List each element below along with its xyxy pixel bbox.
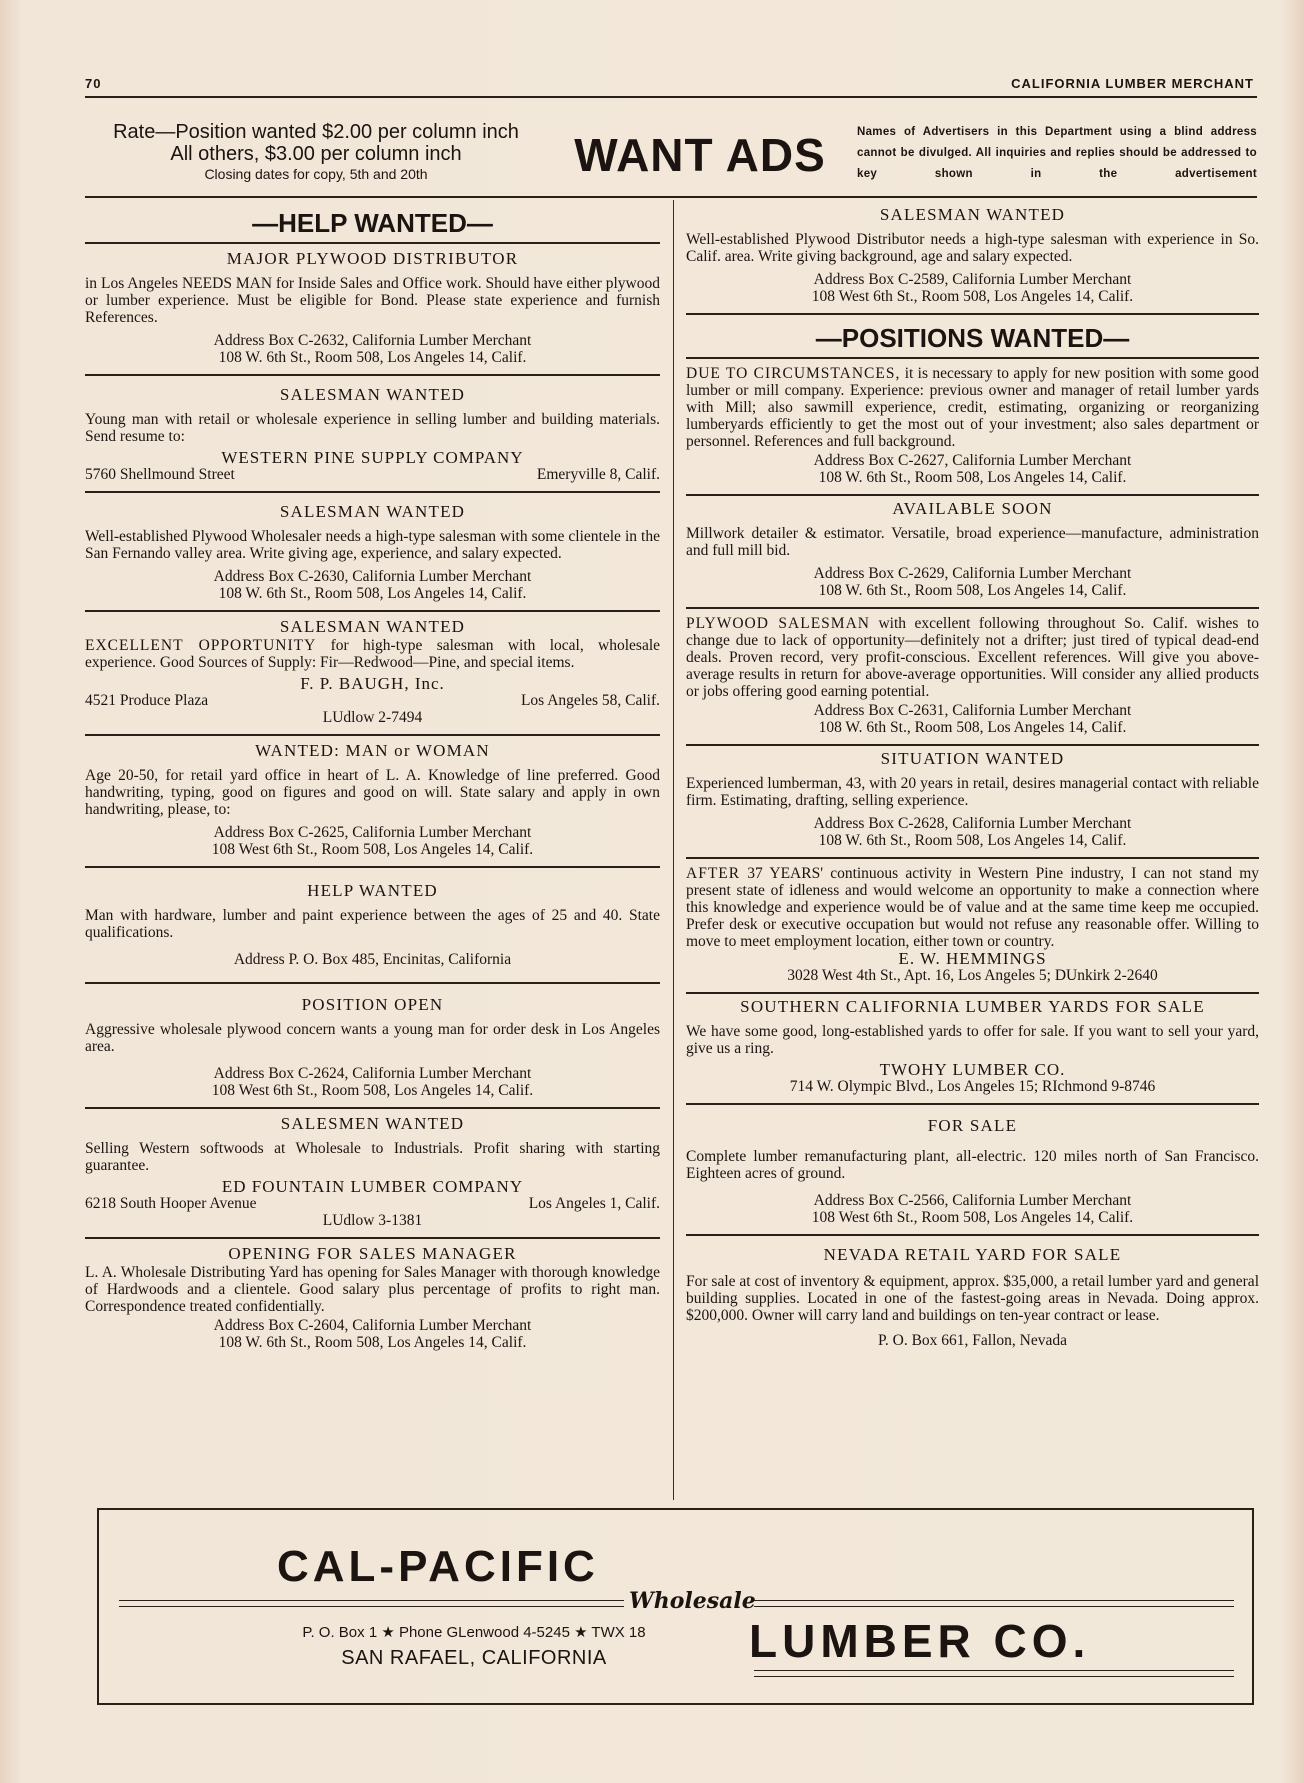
section-positions-wanted: —POSITIONS WANTED—: [815, 323, 1130, 353]
firm-name: WESTERN PINE SUPPLY COMPANY: [221, 448, 524, 467]
ad-body: For sale at cost of inventory & equipment, approx. $35,000, a retail lumber yard and general building supplies. Located in one of the fastest-going areas in Nevada. Doing approx. $200,000. Owner will carry land and buildings on ten-year contract or lease.: [686, 1273, 1259, 1324]
divider: [85, 1107, 660, 1109]
city: Emeryville 8, Calif.: [536, 466, 660, 483]
address-line: Address Box C-2566, California Lumber Merchant: [813, 1192, 1132, 1209]
address-line: 108 West 6th St., Room 508, Los Angeles 14, Calif.: [811, 1209, 1134, 1226]
address-line: 108 W. 6th St., Room 508, Los Angeles 14, Calif.: [818, 582, 1127, 599]
ad-body-text: it is necessary to apply for new position with some good lumber or mill company. Experience: previous owner and manager of retail lumber yards with Mill; also sawmill experience, credit, estimating, organizing or reorganizing lumberyards efficiently to get the most out of your investment; also sales department or personnel. References and full background.: [686, 365, 1259, 450]
divider: [686, 992, 1259, 994]
ad-body: Selling Western softwoods at Wholesale to Industrials. Profit sharing with starting guarantee.: [85, 1140, 660, 1174]
cal-pacific-banner: [97, 1510, 1254, 1703]
banner-contact: P. O. Box 1 ★ Phone GLenwood 4-5245 ★ TWX 18: [302, 1624, 646, 1641]
firm-name: TWOHY LUMBER CO.: [879, 1060, 1066, 1079]
ad-address: [686, 271, 1259, 305]
divider: [85, 610, 660, 612]
divider: [686, 494, 1259, 496]
ad-plywood-wholesaler: [85, 503, 660, 612]
ad-body-text: 37 YEARS' continuous activity in Western Pine industry, I can not stand my present state of idleness and would welcome an opportunity to make a connection where this knowledge and experience would be of value and at the same time keep me occupied. Prefer desk or executive occupation but would not refuse any reasonable offer. Willing to move to meet employment location, either town or country.: [686, 865, 1259, 950]
ad-address: [686, 1192, 1259, 1226]
address-line: Address Box C-2628, California Lumber Merchant: [813, 815, 1132, 832]
ad-plywood-distributor: [686, 206, 1259, 315]
divider: [686, 357, 1259, 359]
address-line: 108 West 6th St., Room 508, Los Angeles 14, Calif.: [211, 841, 534, 858]
firm-address: [85, 692, 660, 709]
ad-lead: DUE TO CIRCUMSTANCES,: [686, 365, 901, 382]
divider: [686, 857, 1259, 859]
ad-body: Well-established Plywood Wholesaler needs a high-type salesman with some clientele in the San Fernando valley area. Write giving age, experience, and salary expected.: [85, 528, 660, 562]
ad-for-sale: [686, 1117, 1259, 1236]
ad-body: [686, 865, 1259, 950]
ad-due-to-circumstances: [686, 365, 1259, 496]
ad-address: [686, 815, 1259, 849]
ad-address: [686, 565, 1259, 599]
firm-name: ED FOUNTAIN LUMBER COMPANY: [221, 1177, 524, 1196]
address-line: Address Box C-2627, California Lumber Merchant: [813, 452, 1132, 469]
ad-title: HELP WANTED: [307, 881, 438, 900]
ad-body: Experienced lumberman, 43, with 20 years in retail, desires managerial contact with reliable firm. Estimating, drafting, selling experience.: [686, 775, 1259, 809]
ad-available-soon: [686, 500, 1259, 609]
divider: [686, 1234, 1259, 1236]
page-number: 70: [85, 76, 102, 91]
ad-title: WANTED: MAN or WOMAN: [255, 741, 490, 760]
divider: [686, 1103, 1259, 1105]
page-title: WANT ADS: [574, 129, 826, 181]
ad-body: Complete lumber remanufacturing plant, all-electric. 120 miles north of San Francisco. Eighteen acres of ground.: [686, 1148, 1259, 1182]
address-line: Address Box C-2632, California Lumber Merchant: [213, 332, 532, 349]
address-line: Address Box C-2589, California Lumber Merchant: [813, 271, 1132, 288]
ad-ed-fountain: [85, 1115, 660, 1239]
left-column: [85, 200, 660, 1351]
ad-hemmings: [686, 865, 1259, 994]
ad-address: [85, 332, 660, 366]
banner-name: CAL-PACIFIC: [277, 1542, 599, 1591]
divider: [686, 744, 1259, 746]
address-line: Address Box C-2629, California Lumber Merchant: [813, 565, 1132, 582]
divider: [85, 982, 660, 984]
ad-body: We have some good, long-established yards to offer for sale. If you want to sell your yard, give us a ring.: [686, 1023, 1259, 1057]
ad-body-text: for high-type salesman with local, wholesale experience. Good Sources of Supply: Fir—Redwood—Pine, and special items.: [85, 637, 661, 671]
section-help-wanted: —HELP WANTED—: [252, 208, 493, 238]
ad-address: Address P. O. Box 485, Encinitas, California: [233, 951, 512, 968]
banner-rule: [119, 1600, 624, 1607]
ad-position-open: [85, 996, 660, 1109]
ad-address: [85, 1317, 660, 1351]
ad-sales-manager: [85, 1245, 660, 1351]
ad-situation-wanted: [686, 750, 1259, 859]
firm-address: 714 W. Olympic Blvd., Los Angeles 15; RIchmond 9-8746: [789, 1078, 1156, 1095]
ad-lead: AFTER: [686, 865, 741, 882]
address-line: 108 West 6th St., Room 508, Los Angeles 14, Calif.: [811, 288, 1134, 305]
firm-name: F. P. BAUGH, Inc.: [300, 674, 445, 693]
banner-bottom-rule: [97, 1703, 1254, 1705]
ad-title: POSITION OPEN: [301, 995, 444, 1014]
ad-southern-california-yards: [686, 998, 1259, 1105]
street: 5760 Shellmound Street: [85, 466, 235, 483]
address-line: Address Box C-2630, California Lumber Merchant: [213, 568, 532, 585]
ad-body: [686, 365, 1259, 450]
ad-western-pine: [85, 386, 660, 493]
divider: [686, 313, 1259, 315]
banner-rule: [754, 1600, 1234, 1607]
firm-address: 3028 West 4th St., Apt. 16, Los Angeles 5; DUnkirk 2-2640: [787, 967, 1158, 984]
ad-lead: EXCELLENT OPPORTUNITY: [85, 637, 317, 654]
city: Los Angeles 58, Calif.: [520, 692, 660, 709]
ad-title: NEVADA RETAIL YARD FOR SALE: [823, 1245, 1122, 1264]
banner-city: SAN RAFAEL, CALIFORNIA: [341, 1647, 607, 1669]
ad-body: Well-established Plywood Distributor needs a high-type salesman with experience in So. Calif. area. Write giving background, age and salary expected.: [686, 231, 1259, 265]
firm-address: [85, 1195, 660, 1212]
ad-baugh: [85, 618, 660, 736]
address-line: 108 W. 6th St., Room 508, Los Angeles 14, Calif.: [218, 1334, 527, 1351]
ad-body: Aggressive wholesale plywood concern wants a young man for order desk in Los Angeles area.: [85, 1021, 660, 1055]
address-line: Address Box C-2625, California Lumber Merchant: [213, 824, 532, 841]
ad-lead: PLYWOOD SALESMAN: [686, 615, 870, 632]
ad-body: in Los Angeles NEEDS MAN for Inside Sales and Office work. Should have either plywood or lumber experience. Must be eligible for Bond. Please state experience and furnish References.: [85, 275, 660, 326]
ad-title: SALESMEN WANTED: [280, 1114, 465, 1133]
ad-title: FOR SALE: [927, 1116, 1018, 1135]
ad-title: SALESMAN WANTED: [279, 502, 466, 521]
ad-nevada-yard: [686, 1246, 1259, 1349]
advertiser-note: Names of Advertisers in this Department using a blind address cannot be divulged. All inquiries and replies should be addressed to key shown in the advertisement: [857, 126, 1257, 180]
address-line: Address Box C-2631, California Lumber Merchant: [813, 702, 1132, 719]
divider: [85, 242, 660, 244]
ad-body: Millwork detailer & estimator. Versatile, broad experience—manufacture, administration and full mill bid.: [686, 525, 1259, 559]
ad-body: L. A. Wholesale Distributing Yard has opening for Sales Manager with thorough knowledge of Hardwoods and a clientele. Good salary plus percentage of profits to right man. Correspondence treated confidentially.: [85, 1264, 660, 1315]
street: 6218 South Hooper Avenue: [85, 1195, 257, 1212]
divider: [85, 1237, 660, 1239]
ad-man-or-woman: [85, 742, 660, 868]
rate-block: [86, 121, 546, 183]
divider: [85, 374, 660, 376]
phone: LUdlow 2-7494: [322, 709, 423, 726]
banner-lumber: LUMBER CO.: [749, 1615, 1091, 1667]
ad-address: [85, 568, 660, 602]
ad-title: SALESMAN WANTED: [279, 385, 466, 404]
ad-title: SITUATION WANTED: [880, 749, 1065, 768]
divider: [85, 734, 660, 736]
ad-address: [85, 1065, 660, 1099]
rate-line-2: All others, $3.00 per column inch: [170, 143, 462, 165]
masthead-rule: [85, 196, 1257, 198]
street: 4521 Produce Plaza: [85, 692, 209, 709]
ad-encinitas: [85, 882, 660, 984]
phone: LUdlow 3-1381: [322, 1212, 423, 1229]
ad-title: AVAILABLE SOON: [892, 499, 1053, 518]
column-divider: [673, 200, 674, 1500]
banner-rule: [754, 1670, 1234, 1677]
address-line: 108 W. 6th St., Room 508, Los Angeles 14, Calif.: [218, 585, 527, 602]
ad-address: [686, 702, 1259, 736]
ad-body: [85, 637, 660, 671]
address-line: Address Box C-2624, California Lumber Merchant: [213, 1065, 532, 1082]
address-line: Address Box C-2604, California Lumber Merchant: [213, 1317, 532, 1334]
firm-address: [85, 466, 660, 483]
magazine-name: CALIFORNIA LUMBER MERCHANT: [1011, 76, 1254, 91]
address-line: 108 W. 6th St., Room 508, Los Angeles 14, Calif.: [818, 832, 1127, 849]
header-rule: [85, 96, 1257, 98]
ad-address: [85, 824, 660, 858]
firm-name: E. W. HEMMINGS: [898, 949, 1047, 968]
ad-title: SALESMAN WANTED: [879, 205, 1066, 224]
ad-title: OPENING FOR SALES MANAGER: [228, 1244, 517, 1263]
address-line: 108 W. 6th St., Room 508, Los Angeles 14, Calif.: [818, 719, 1127, 736]
city: Los Angeles 1, Calif.: [528, 1195, 660, 1212]
ad-body: Young man with retail or wholesale experience in selling lumber and building materials. Send resume to:: [85, 411, 660, 445]
rate-line-1: Rate—Position wanted $2.00 per column inch: [113, 121, 519, 143]
address-line: 108 W. 6th St., Room 508, Los Angeles 14, Calif.: [218, 349, 527, 366]
running-header: [85, 72, 1256, 96]
right-column: [686, 200, 1259, 1349]
banner-wholesale: Wholesale: [629, 1588, 756, 1614]
ad-body: Man with hardware, lumber and paint experience between the ages of 25 and 40. State qualifications.: [85, 907, 660, 941]
divider: [85, 491, 660, 493]
ad-body-text: with excellent following throughout So. Calif. wishes to change due to lack of opportunity—definitely not a drifter; just tired of typical dead-end deals. Proven record, very profit-conscious. Excellent references. Will give you above-average results in return for above-average opportunities. Will consider any allied products or jobs offering good earning potential.: [686, 615, 1259, 700]
rate-line-3: Closing dates for copy, 5th and 20th: [204, 166, 428, 182]
ad-title: SOUTHERN CALIFORNIA LUMBER YARDS FOR SALE: [740, 997, 1205, 1016]
divider: [85, 866, 660, 868]
ad-body: Age 20-50, for retail yard office in heart of L. A. Knowledge of line preferred. Good handwriting, typing, good on figures and good on will. State salary and apply in own handwriting, please, to:: [85, 767, 660, 818]
ad-major-plywood: [85, 250, 660, 376]
address-line: 108 W. 6th St., Room 508, Los Angeles 14, Calif.: [818, 469, 1127, 486]
ad-address: [686, 452, 1259, 486]
ad-title: SALESMAN WANTED: [279, 617, 466, 636]
divider: [686, 607, 1259, 609]
ad-body: [686, 615, 1259, 700]
address-line: 108 West 6th St., Room 508, Los Angeles 14, Calif.: [211, 1082, 534, 1099]
ad-title: MAJOR PLYWOOD DISTRIBUTOR: [226, 249, 519, 268]
ad-plywood-salesman: [686, 615, 1259, 746]
ad-address: P. O. Box 661, Fallon, Nevada: [877, 1332, 1067, 1349]
